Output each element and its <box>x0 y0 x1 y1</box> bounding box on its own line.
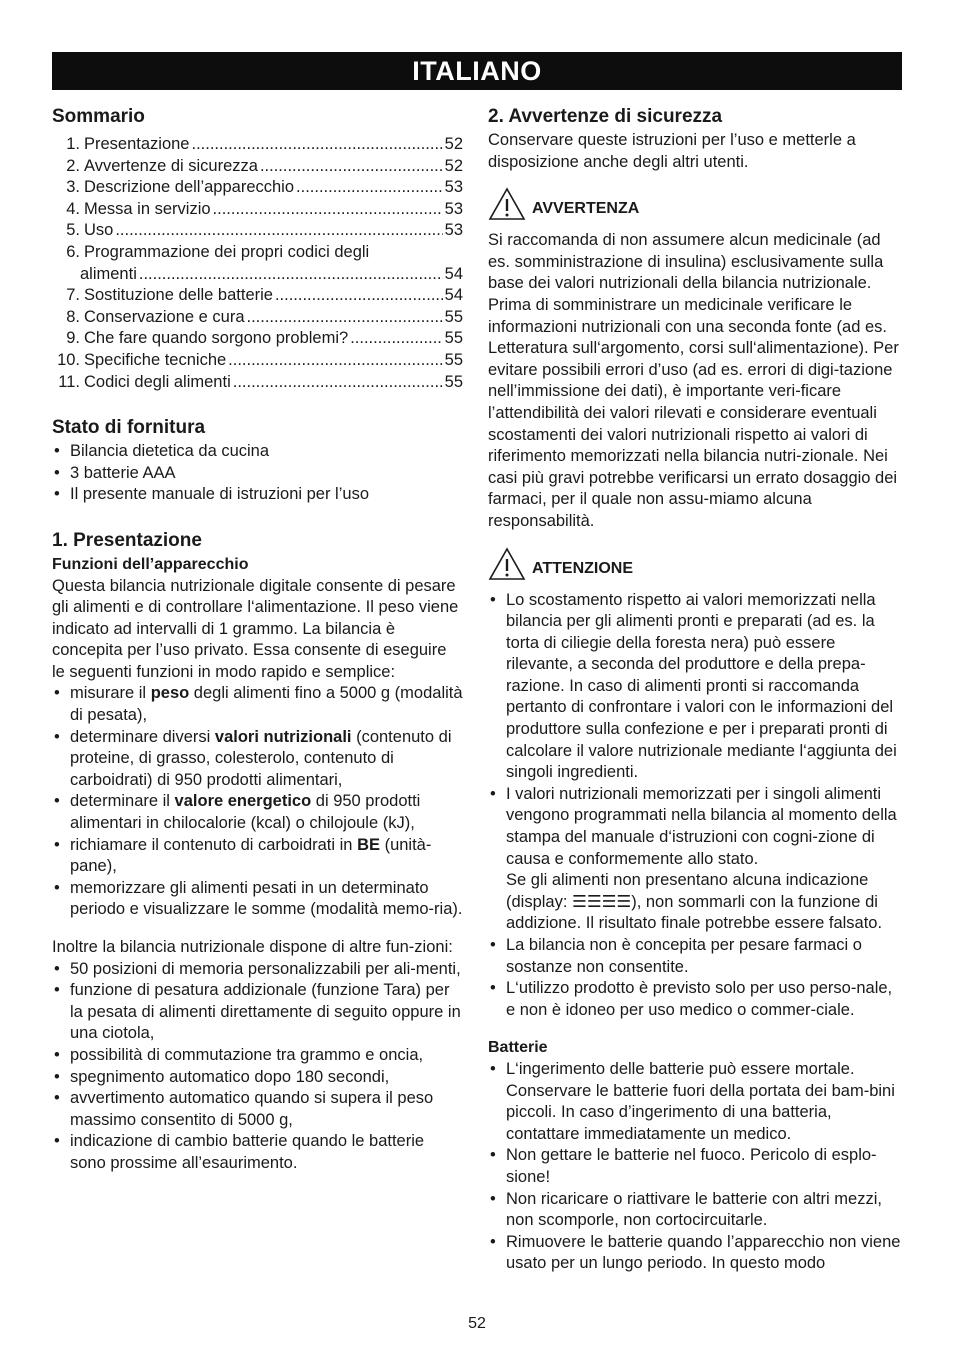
toc-leader <box>228 350 442 372</box>
toc-heading: Sommario <box>52 106 145 127</box>
toc-leader <box>233 372 443 394</box>
list-item: • Lo scostamento rispetto ai valori memorizzati nella bilancia per gli alimenti pronti e preparati (ad es. la torta di ciliegie della foresta nera) può essere rilevante, a seconda del produttore e della prepa-razione. In caso di alimenti pronti si raccomanda pertanto di confrontare i valori con le informazioni del produttore sulla confezione e per i preparati pronti di calcolare il valore nutrizionale mediante l‘aggiunta dei singoli ingredienti. <box>488 590 902 784</box>
delivery-heading: Stato di fornitura <box>52 417 206 439</box>
batteries-heading: Batterie <box>488 1039 548 1057</box>
batteries-list <box>488 1059 902 1275</box>
list-item: • determinare diversi valori nutrizionali (contenuto di proteine, di grasso, colesterolo, contenuto di carboidrati) di 950 prodotti alimentari, <box>52 727 463 792</box>
toc-page-number: 55 <box>444 329 463 348</box>
toc-entry-continued <box>52 264 463 286</box>
toc-page-number: 52 <box>444 135 463 153</box>
display-segments-icon: ☰☰☰☰ <box>572 892 632 911</box>
toc-title: Messa in servizio <box>84 199 211 218</box>
toc-entry <box>52 199 463 221</box>
toc-leader <box>139 264 443 286</box>
toc-number: 6. <box>66 242 80 261</box>
language-banner: ITALIANO <box>52 52 902 90</box>
toc-number: 3. <box>66 178 80 197</box>
toc-entry <box>52 307 463 329</box>
toc-number: 2. <box>66 156 80 175</box>
functions-list <box>52 683 463 921</box>
list-item: • determinare il valore energetico di 950 prodotti alimentari in chilocalorie (kcal) o chilojoule (kJ), <box>52 791 463 834</box>
list-item: • Non ricaricare o riattivare le batterie con altri mezzi, non scomporle, non cortocircuitarle. <box>488 1189 902 1232</box>
toc-page-number: 53 <box>444 178 463 197</box>
toc-entry <box>52 285 463 307</box>
toc-leader <box>247 307 443 329</box>
list-item: • funzione di pesatura addizionale (funzione Tara) per la pesata di alimenti direttamente di seguito oppure in una ciotola, <box>52 980 463 1045</box>
toc-page-number: 54 <box>444 286 463 305</box>
warning-triangle-icon <box>488 187 526 221</box>
toc-page-number: 55 <box>444 307 463 326</box>
warning-header <box>488 187 902 221</box>
toc-title: Uso <box>84 221 114 240</box>
toc-entry <box>52 350 463 372</box>
toc-page-number: 52 <box>444 156 463 175</box>
list-item: • Il presente manuale di istruzioni per l’uso <box>52 484 463 506</box>
page-number: 52 <box>468 1315 486 1332</box>
toc-number: 11. <box>58 372 80 391</box>
toc-leader <box>192 134 443 156</box>
other-functions-list <box>52 959 463 1175</box>
toc-title: alimenti <box>80 264 137 283</box>
list-item: • Non gettare le batterie nel fuoco. Pericolo di esplo-sione! <box>488 1145 902 1188</box>
toc-page-number: 55 <box>444 372 463 391</box>
caution-header <box>488 547 902 581</box>
toc-entry <box>52 242 463 264</box>
warning-label: AVVERTENZA <box>532 200 640 218</box>
toc-number: 7. <box>66 286 80 305</box>
toc-page-number: 55 <box>444 350 463 369</box>
toc-entry <box>52 156 463 178</box>
toc-leader <box>275 285 443 307</box>
list-item: • avvertimento automatico quando si supera il peso massimo consentito di 5000 g, <box>52 1088 463 1131</box>
list-item: • 50 posizioni di memoria personalizzabili per ali-menti, <box>52 959 463 981</box>
toc-entry <box>52 134 463 156</box>
intro-paragraph: Questa bilancia nutrizionale digitale consente di pesare gli alimenti e di controllare l‘alimentazione. Il peso viene indicato ad intervalli di 1 grammo. La bilancia è concepita per l’uso privato. Essa consente di eseguire le seguenti funzioni in modo rapido e semplice: <box>52 576 459 681</box>
toc-title: Descrizione dell’apparecchio <box>84 178 295 197</box>
toc-title: Conservazione e cura <box>84 307 245 326</box>
toc-leader <box>350 328 442 350</box>
toc-number: 5. <box>66 221 80 240</box>
list-item: • L‘ingerimento delle batterie può essere mortale. Conservare le batterie fuori della portata dei bam-bini piccoli. In caso d’ingerimento di una batteria, contattare immediatamente un medico. <box>488 1059 902 1145</box>
intro-heading: 1. Presentazione <box>52 529 202 551</box>
toc-page-number: 53 <box>444 199 463 218</box>
list-item: • L‘utilizzo prodotto è previsto solo per uso perso-nale, e non è idoneo per uso medico o commer-ciale. <box>488 978 902 1021</box>
other-functions-paragraph: Inoltre la bilancia nutrizionale dispone di altre fun-zioni: <box>52 938 453 956</box>
toc-leader <box>213 199 443 221</box>
safety-heading: 2. Avvertenze di sicurezza <box>488 106 723 127</box>
toc-page-number: 53 <box>444 221 463 240</box>
toc-title: Che fare quando sorgono problemi? <box>84 329 349 348</box>
toc-title: Sostituzione delle batterie <box>84 286 273 305</box>
toc-entry <box>52 220 463 242</box>
toc-number: 10. <box>57 350 80 369</box>
caution-triangle-icon <box>488 547 526 581</box>
toc-title: Specifiche tecniche <box>84 350 227 369</box>
toc-number: 9. <box>66 329 80 348</box>
toc-title: Avvertenze di sicurezza <box>84 156 258 175</box>
left-column <box>52 104 463 1175</box>
list-item: • possibilità di commutazione tra grammo e oncia, <box>52 1045 463 1067</box>
safety-intro: Conservare queste istruzioni per l’uso e metterle a disposizione anche degli altri utenti. <box>488 131 856 171</box>
list-item: • I valori nutrizionali memorizzati per i singoli alimenti vengono programmati nella bilancia al momento della stampa del manuale d‘istruzioni con cogni-zione di causa e conformemente allo stato. Se gli alimenti non presentano alcuna indicazione (display: ☰☰☰☰), non sommarli con la funzione di addizione. Il risultato finale potrebbe essere falsato. <box>488 784 902 935</box>
toc-page-number: 54 <box>444 264 463 283</box>
toc-leader <box>296 177 443 199</box>
caution-list <box>488 590 902 1022</box>
toc-title: Codici degli alimenti <box>84 372 231 391</box>
list-item: • memorizzare gli alimenti pesati in un determinato periodo e visualizzare le somme (modalità memo-ria). <box>52 878 463 921</box>
toc-number: 4. <box>66 199 80 218</box>
list-item: • indicazione di cambio batterie quando le batterie sono prossime all’esaurimento. <box>52 1131 463 1174</box>
list-item: • misurare il peso degli alimenti fino a 5000 g (modalità di pesata), <box>52 683 463 726</box>
toc-number: 1. <box>66 135 80 153</box>
list-item: • richiamare il contenuto di carboidrati in BE (unità-pane), <box>52 835 463 878</box>
table-of-contents <box>52 134 463 393</box>
toc-leader <box>115 220 442 242</box>
list-item: • spegnimento automatico dopo 180 secondi, <box>52 1067 463 1089</box>
delivery-list <box>52 441 463 506</box>
toc-entry <box>52 372 463 394</box>
caution-label: ATTENZIONE <box>532 559 634 577</box>
toc-leader <box>260 156 443 178</box>
toc-entry <box>52 177 463 199</box>
toc-entry <box>52 328 463 350</box>
toc-number: 8. <box>66 307 80 326</box>
functions-subheading: Funzioni dell’apparecchio <box>52 555 249 573</box>
warning-text: Si raccomanda di non assumere alcun medicinale (ad es. somministrazione di insulina) esclusivamente sulla base dei valori nutrizionali della bilancia nutrizionale. Prima di somministrare un medicinale verificare le informazioni nutrizionali con una seconda fonte (ad es. Letteratura sull‘argomento, corsi sull‘alimentazione). Per evitare possibili errori d’uso (ad es. errori di digi-tazione nell’immissione dei dati), è importante veri-ficare l’attendibilità dei valori rilevati e considerare eventuali scostamenti dei valori nutrizionali rispetto ai valori di riferimento memorizzati nella bilancia nutri-zionale. Nei casi più gravi potrebbe verificarsi un errato dosaggio dei farmaci, per il quale non assu-miamo alcuna responsabilità. <box>488 231 899 530</box>
right-column <box>488 104 902 1275</box>
toc-title: Presentazione <box>84 135 190 153</box>
list-item: • 3 batterie AAA <box>52 463 463 485</box>
list-item: • Bilancia dietetica da cucina <box>52 441 463 463</box>
list-item: • Rimuovere le batterie quando l’apparecchio non viene usato per un lungo periodo. In questo modo <box>488 1232 902 1275</box>
toc-title: Programmazione dei propri codici degli <box>84 242 370 261</box>
list-item: • La bilancia non è concepita per pesare farmaci o sostanze non consentite. <box>488 935 902 978</box>
